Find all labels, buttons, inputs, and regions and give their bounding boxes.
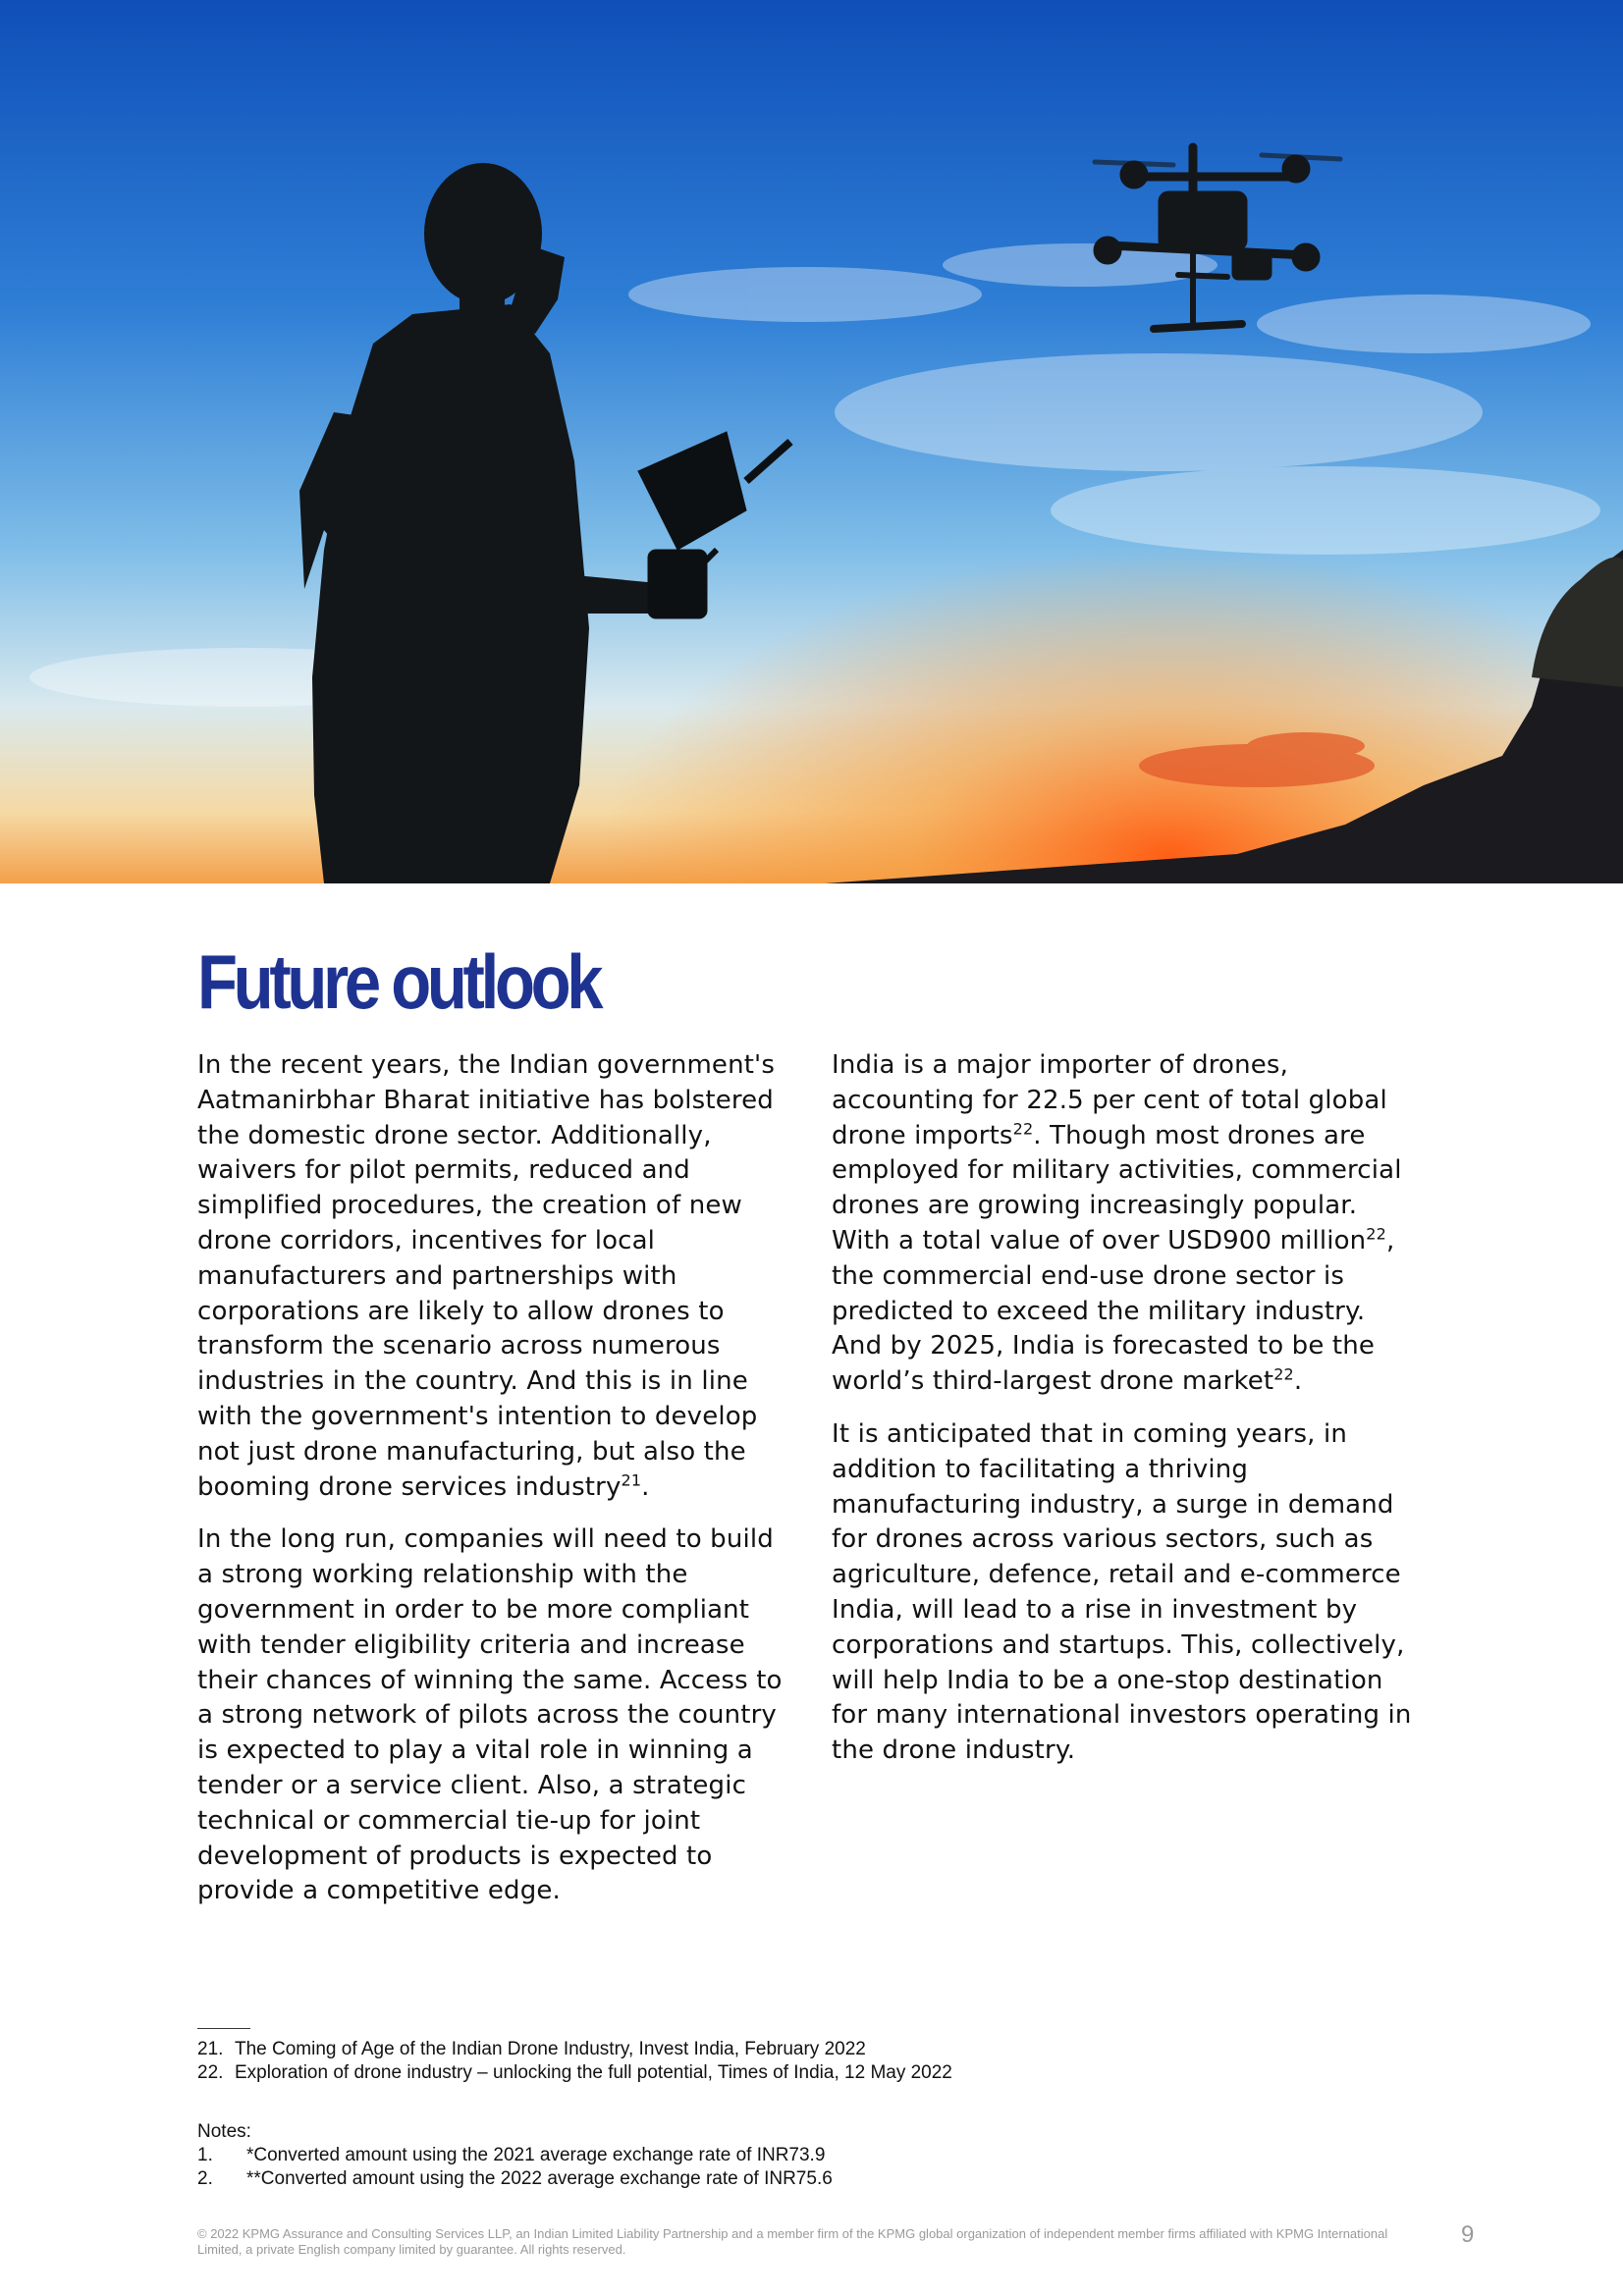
page-title: Future outlook <box>197 938 600 1025</box>
footnote: 21. The Coming of Age of the Indian Drone Industry, Invest India, February 2022 <box>197 2039 866 2059</box>
footnote-ref: 21 <box>621 1469 642 1489</box>
footnote-ref: 22 <box>1366 1224 1386 1244</box>
body-paragraph: In the recent years, the Indian government's Aatmanirbhar Bharat initiative has bolstered the domestic drone sector. Additionally, waivers for pilot permits, reduced and simplified procedures, the creation of new drone corridors, incentives for local manufacturers and partnerships with corporations are likely to allow drones to transform the scenario across numerous industries in the country. And this is in line with the government's intention to develop not just drone manufacturing, but also the booming drone services industry$^{21}$. <box>197 1050 776 1502</box>
note-item: 1. *Converted amount using the 2021 average exchange rate of INR73.9 <box>197 2145 826 2165</box>
footnote-divider <box>197 2028 250 2029</box>
footnote-ref: 22 <box>1012 1118 1034 1138</box>
left-column <box>197 1048 796 1927</box>
page-number: 9 <box>1461 2221 1475 2248</box>
footnote-ref: 22 <box>1273 1364 1294 1384</box>
right-column <box>832 1048 1421 1787</box>
copyright-notice: © 2022 KPMG Assurance and Consulting Services LLP, an Indian Limited Liability Partnership and a member firm of the KPMG global organization of independent member firms affiliated with KPMG International Limited, a private English company limited by guarantee. All rights reserved. <box>197 2226 1388 2257</box>
body-paragraph: India is a major importer of drones, accounting for 22.5 per cent of total global drone imports$^{22}$. Though most drones are employed for military activities, commercial drones are growing increasingly popular. With a total value of over USD900 million$^{22}$, the commercial end-use drone sector is predicted to exceed the military industry. And by 2025, India is forecasted to be the world’s third-largest drone market$^{22}$. <box>832 1050 1402 1397</box>
notes-heading: Notes: <box>197 2121 251 2142</box>
footnote: 22. Exploration of drone industry – unlocking the full potential, Times of India, 12 May 2022 <box>197 2062 952 2083</box>
hero-photo <box>0 0 1623 883</box>
note-item: 2. **Converted amount using the 2022 average exchange rate of INR75.6 <box>197 2168 833 2189</box>
body-paragraph: In the long run, companies will need to build a strong working relationship with the government in order to be more compliant with tender eligibility criteria and increase their chances of winning the same. Access to a strong network of pilots across the country is expected to play a vital role in winning a tender or a service client. Also, a strategic technical or commercial tie-up for joint development of products is expected to provide a competitive edge. <box>197 1524 783 1906</box>
body-paragraph: It is anticipated that in coming years, in addition to facilitating a thriving manufacturing industry, a surge in demand for drones across various sectors, such as agriculture, defence, retail and e-commerce India, will lead to a rise in investment by corporations and startups. This, collectively, will help India to be a one-stop destination for many international investors operating in the drone industry. <box>832 1418 1412 1766</box>
